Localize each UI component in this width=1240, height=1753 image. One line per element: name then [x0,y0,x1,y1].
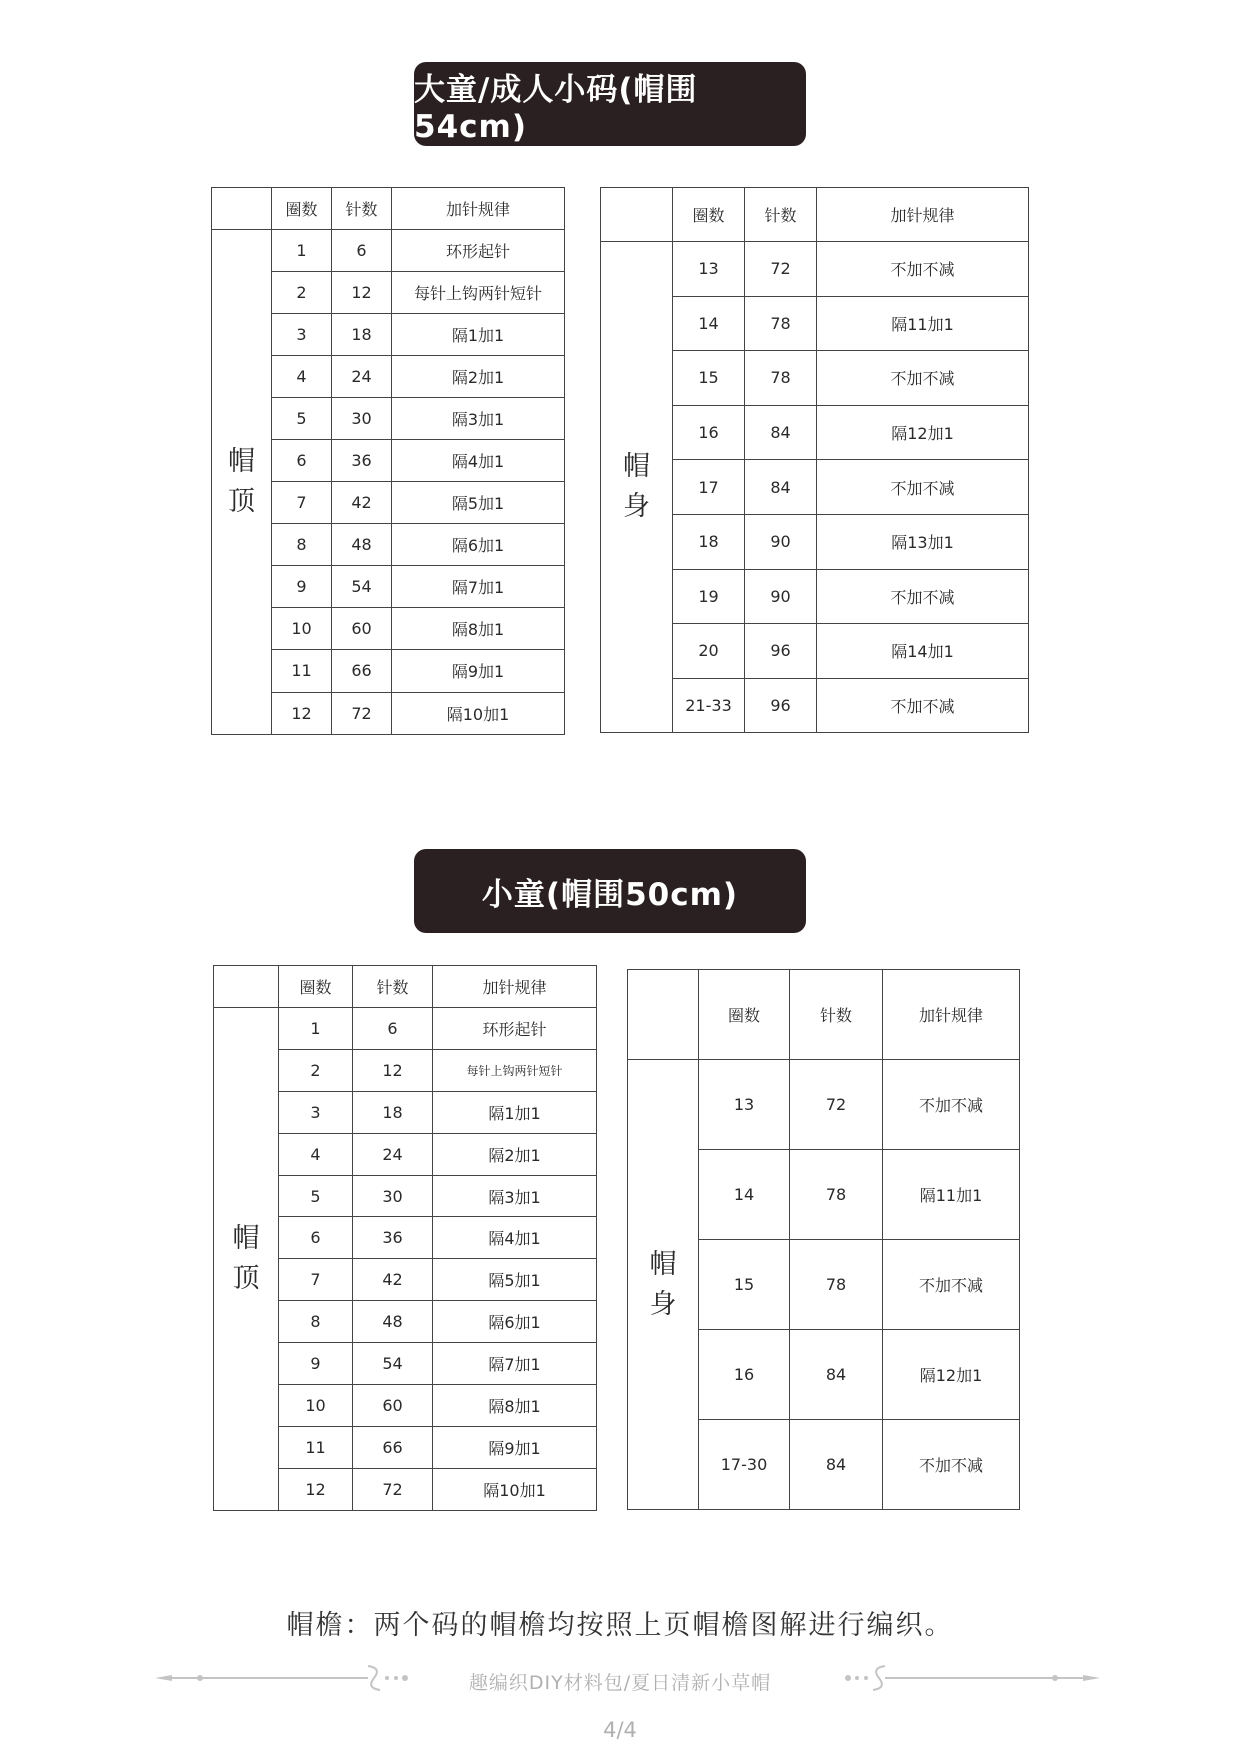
stitch-count-cell: 30 [353,1175,433,1217]
increase-rule-cell: 每针上钩两针短针 [392,272,565,314]
increase-rule-cell: 隔8加1 [433,1385,597,1427]
increase-rule-cell: 环形起针 [433,1008,597,1050]
corner-cell [628,970,699,1060]
round-cell: 15 [673,351,745,406]
section-label [212,230,272,735]
stitch-count-cell: 90 [745,514,817,569]
increase-rule-cell: 隔3加1 [433,1175,597,1217]
table-row [628,1060,1020,1150]
round-cell: 4 [279,1133,353,1175]
stitch-count-cell: 54 [332,566,392,608]
stitch-count-cell: 84 [745,405,817,460]
round-cell: 3 [279,1091,353,1133]
round-cell: 12 [272,692,332,734]
round-cell: 16 [699,1330,790,1420]
section-label [214,1008,279,1511]
round-cell: 6 [272,440,332,482]
section-label [628,1060,699,1510]
column-header: 针数 [745,188,817,242]
round-cell: 8 [279,1301,353,1343]
column-header: 圈数 [699,970,790,1060]
round-cell: 7 [272,482,332,524]
increase-rule-cell: 不加不减 [817,569,1029,624]
round-cell: 8 [272,524,332,566]
increase-rule-cell: 不加不减 [883,1420,1020,1510]
increase-rule-cell: 不加不减 [817,460,1029,515]
round-cell: 1 [279,1008,353,1050]
column-header: 圈数 [272,188,332,230]
child-body-table [627,969,1020,1510]
stitch-count-cell: 48 [332,524,392,566]
increase-rule-cell: 隔12加1 [883,1330,1020,1420]
adult-size-banner [414,62,806,146]
column-header: 圈数 [279,966,353,1008]
increase-rule-cell: 隔5加1 [392,482,565,524]
round-cell: 12 [279,1468,353,1510]
section-label-char: 身 [623,491,650,523]
stitch-count-cell: 6 [332,230,392,272]
column-header: 加针规律 [392,188,565,230]
increase-rule-cell: 不加不减 [817,678,1029,733]
footer-text: 趣编织DIY材料包/夏日清新小草帽 [468,1672,772,1694]
stitch-count-cell: 36 [332,440,392,482]
increase-rule-cell: 隔6加1 [392,524,565,566]
round-cell: 14 [699,1150,790,1240]
round-cell: 6 [279,1217,353,1259]
stitch-count-cell: 30 [332,398,392,440]
stitch-count-cell: 84 [745,460,817,515]
stitch-count-cell: 78 [745,351,817,406]
section-label-char: 帽 [623,451,650,483]
stitch-count-cell: 54 [353,1343,433,1385]
child-size-banner [414,849,806,933]
increase-rule-cell: 隔4加1 [392,440,565,482]
increase-rule-cell: 隔13加1 [817,514,1029,569]
section-label-char: 顶 [232,1262,260,1294]
adult-body-table [600,187,1029,733]
round-cell: 20 [673,624,745,679]
stitch-count-cell: 12 [332,272,392,314]
increase-rule-cell: 不加不减 [883,1060,1020,1150]
section-label-char: 帽 [649,1248,677,1280]
stitch-count-cell: 6 [353,1008,433,1050]
increase-rule-cell: 不加不减 [817,351,1029,406]
stitch-count-cell: 42 [353,1259,433,1301]
stitch-count-cell: 72 [790,1060,883,1150]
increase-rule-cell: 隔12加1 [817,405,1029,460]
round-cell: 1 [272,230,332,272]
section-label-char: 帽 [228,445,255,477]
increase-rule-cell: 隔4加1 [433,1217,597,1259]
round-cell: 5 [272,398,332,440]
stitch-count-cell: 66 [353,1426,433,1468]
round-cell: 16 [673,405,745,460]
increase-rule-cell: 隔2加1 [392,356,565,398]
increase-rule-cell: 隔11加1 [883,1150,1020,1240]
increase-rule-cell: 每针上钩两针短针 [433,1049,597,1091]
table-row [214,1008,597,1050]
increase-rule-cell: 隔7加1 [433,1343,597,1385]
increase-rule-cell: 隔3加1 [392,398,565,440]
increase-rule-cell: 隔10加1 [433,1468,597,1510]
stitch-count-cell: 84 [790,1330,883,1420]
column-header: 针数 [353,966,433,1008]
column-header: 圈数 [673,188,745,242]
stitch-count-cell: 96 [745,624,817,679]
stitch-count-cell: 66 [332,650,392,692]
round-cell: 21-33 [673,678,745,733]
round-cell: 2 [279,1049,353,1091]
round-cell: 11 [279,1426,353,1468]
stitch-count-cell: 12 [353,1049,433,1091]
column-header: 加针规律 [883,970,1020,1060]
increase-rule-cell: 不加不减 [883,1240,1020,1330]
section-label-char: 顶 [228,485,255,517]
column-header: 针数 [332,188,392,230]
round-cell: 10 [272,608,332,650]
increase-rule-cell: 隔9加1 [433,1426,597,1468]
corner-cell [212,188,272,230]
round-cell: 14 [673,296,745,351]
round-cell: 5 [279,1175,353,1217]
page-number: 4/4 [603,1718,637,1742]
column-header: 针数 [790,970,883,1060]
stitch-count-cell: 60 [353,1385,433,1427]
stitch-count-cell: 78 [790,1150,883,1240]
round-cell: 10 [279,1385,353,1427]
increase-rule-cell: 隔14加1 [817,624,1029,679]
round-cell: 7 [279,1259,353,1301]
increase-rule-cell: 隔5加1 [433,1259,597,1301]
child-size-title: 小童(帽围50cm) [481,876,739,913]
round-cell: 15 [699,1240,790,1330]
round-cell: 4 [272,356,332,398]
increase-rule-cell: 隔10加1 [392,692,565,734]
stitch-count-cell: 36 [353,1217,433,1259]
round-cell: 11 [272,650,332,692]
stitch-count-cell: 18 [332,314,392,356]
column-header: 加针规律 [817,188,1029,242]
increase-rule-cell: 隔9加1 [392,650,565,692]
section-label-char: 身 [649,1288,677,1320]
table-row [212,230,565,272]
round-cell: 19 [673,569,745,624]
brim-note: 帽檐：两个码的帽檐均按照上页帽檐图解进行编织。 [286,1610,954,1641]
corner-cell [601,188,673,242]
round-cell: 13 [699,1060,790,1150]
increase-rule-cell: 环形起针 [392,230,565,272]
increase-rule-cell: 隔11加1 [817,296,1029,351]
stitch-count-cell: 60 [332,608,392,650]
increase-rule-cell: 隔6加1 [433,1301,597,1343]
adult-crown-table [211,187,565,735]
stitch-count-cell: 90 [745,569,817,624]
section-label [601,242,673,733]
round-cell: 17 [673,460,745,515]
stitch-count-cell: 18 [353,1091,433,1133]
stitch-count-cell: 84 [790,1420,883,1510]
round-cell: 9 [279,1343,353,1385]
column-header: 加针规律 [433,966,597,1008]
round-cell: 18 [673,514,745,569]
stitch-count-cell: 78 [790,1240,883,1330]
increase-rule-cell: 隔1加1 [433,1091,597,1133]
round-cell: 13 [673,242,745,297]
round-cell: 2 [272,272,332,314]
round-cell: 3 [272,314,332,356]
stitch-count-cell: 24 [353,1133,433,1175]
increase-rule-cell: 隔8加1 [392,608,565,650]
stitch-count-cell: 78 [745,296,817,351]
child-crown-table [213,965,597,1511]
corner-cell [214,966,279,1008]
stitch-count-cell: 96 [745,678,817,733]
stitch-count-cell: 72 [745,242,817,297]
stitch-count-cell: 24 [332,356,392,398]
stitch-count-cell: 42 [332,482,392,524]
increase-rule-cell: 不加不减 [817,242,1029,297]
stitch-count-cell: 72 [353,1468,433,1510]
increase-rule-cell: 隔1加1 [392,314,565,356]
increase-rule-cell: 隔2加1 [433,1133,597,1175]
round-cell: 9 [272,566,332,608]
table-row [601,242,1029,297]
adult-size-title: 大童/成人小码(帽围54cm) [414,71,698,145]
section-label-char: 帽 [232,1222,260,1254]
round-cell: 17-30 [699,1420,790,1510]
stitch-count-cell: 48 [353,1301,433,1343]
stitch-count-cell: 72 [332,692,392,734]
increase-rule-cell: 隔7加1 [392,566,565,608]
